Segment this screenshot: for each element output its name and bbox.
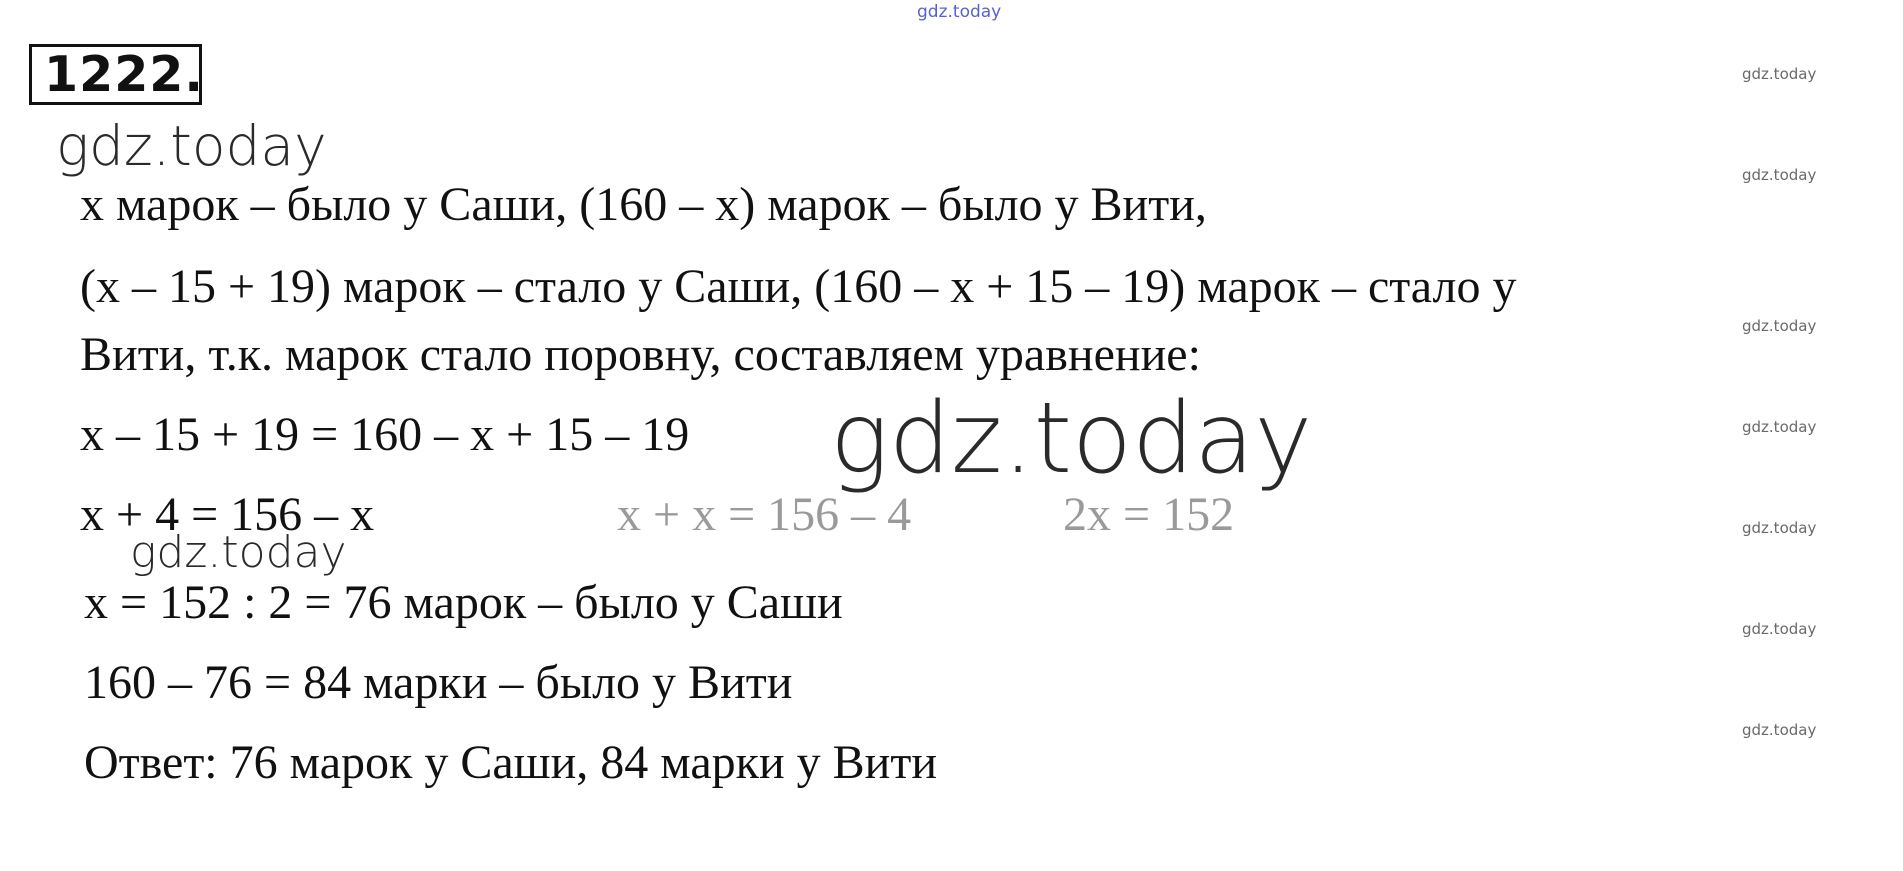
answer-line: Ответ: 76 марок у Саши, 84 марки у Вити xyxy=(84,736,938,789)
watermark-center: gdz.today xyxy=(830,382,1313,496)
watermark-top: gdz.today xyxy=(917,2,1002,22)
solution-line-3: Вити, т.к. марок стало поровну, составляем уравнение: xyxy=(80,328,1201,381)
problem-number: 1222. xyxy=(29,44,202,105)
watermark-side-6: gdz.today xyxy=(1742,620,1817,638)
watermark-side-1: gdz.today xyxy=(1742,65,1817,83)
watermark-side-5: gdz.today xyxy=(1742,519,1817,537)
watermark-left: gdz.today xyxy=(130,527,347,578)
watermark-side-4: gdz.today xyxy=(1742,418,1817,436)
solution-line-2: (x – 15 + 19) марок – стало у Саши, (160 – x + 15 – 19) марок – стало у xyxy=(80,260,1517,313)
watermark-header: gdz.today xyxy=(56,114,327,178)
equation-2a: x + 4 = 156 – x xyxy=(80,488,375,541)
watermark-side-3: gdz.today xyxy=(1742,317,1817,335)
equation-2b: x + x = 156 – 4 xyxy=(617,488,912,541)
watermark-side-7: gdz.today xyxy=(1742,721,1817,739)
watermark-side-2: gdz.today xyxy=(1742,166,1817,184)
equation-4: 160 – 76 = 84 марки – было у Вити xyxy=(84,656,793,709)
equation-1: x – 15 + 19 = 160 – x + 15 – 19 xyxy=(80,408,690,461)
solution-line-1: x марок – было у Саши, (160 – x) марок – было у Вити, xyxy=(80,178,1207,231)
equation-2c: 2x = 152 xyxy=(1063,488,1235,541)
equation-3: x = 152 : 2 = 76 марок – было у Саши xyxy=(84,576,843,629)
